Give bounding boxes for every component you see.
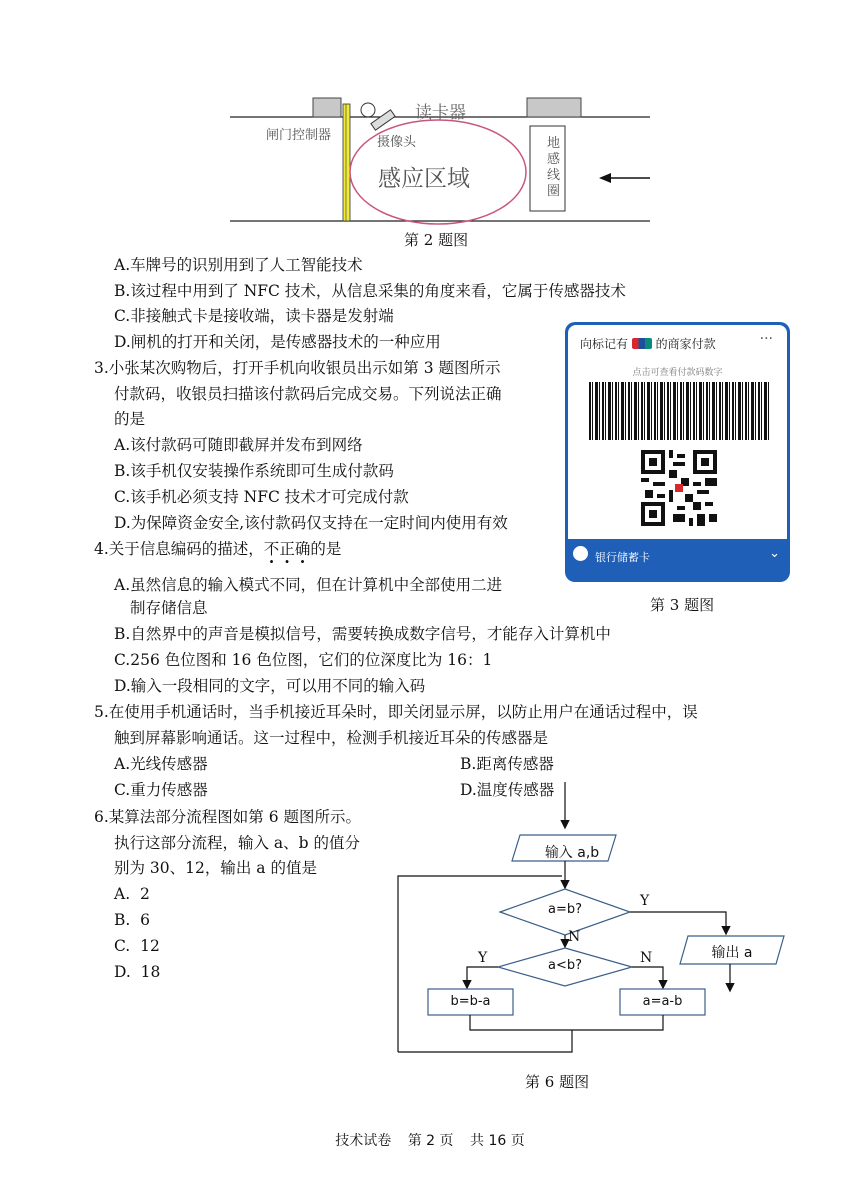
camera-label: 摄像头	[377, 135, 417, 150]
q4-stem: 4.关于信息编码的描述，不正确的是	[94, 540, 342, 558]
q5-option-d: D.温度传感器	[460, 781, 555, 799]
q4-option-d: D.输入一段相同的文字，可以用不同的输入码	[114, 677, 426, 695]
emphasis-char: 正	[279, 540, 295, 558]
footer-total: 共 16 页	[470, 1133, 525, 1149]
q2-option-d: D.闸机的打开和关闭，是传感器技术的一种应用	[114, 333, 441, 351]
emphasis-char: 确	[294, 540, 311, 558]
q4-option-a-line-1: A.虽然信息的输入模式不同，但在计算机中全部使用二进	[114, 576, 503, 594]
ground-loop-label: 地感线圈	[547, 136, 561, 199]
q5-option-b: B.距离传感器	[460, 755, 554, 773]
q5-stem-line-2: 触到屏幕影响通话。这一过程中，检测手机接近耳朵的传感器是	[114, 729, 549, 747]
chevron-down-icon[interactable]: ⌄	[769, 546, 780, 561]
figure-6-flowchart	[390, 780, 800, 1060]
figure-2-caption: 第 2 题图	[404, 231, 469, 249]
footer-page: 第 2 页	[407, 1133, 454, 1149]
q4-option-b: B.自然界中的声音是模拟信号，需要转换成数字信号，才能存入计算机中	[114, 625, 611, 643]
emphasis-char: 不	[263, 540, 280, 558]
fc-input-label: 输入 a,b	[544, 845, 600, 861]
fc-left-process: b=b-a	[450, 994, 491, 1009]
q2-option-b: B.该过程中用到了 NFC 技术，从信息采集的角度来看，它属于传感器技术	[114, 282, 626, 300]
fc-right-process: a=a-b	[642, 994, 683, 1009]
q2-option-a: A.车牌号的识别用到了人工智能技术	[114, 256, 363, 274]
q6-stem-line-1: 6.某算法部分流程图如第 6 题图所示。	[94, 808, 362, 826]
card-title: 向标记有 的商家付款	[580, 337, 716, 351]
q3-option-b: B.该手机仅安装操作系统即可生成付款码	[114, 462, 394, 480]
reader-label: 读卡器	[415, 103, 466, 123]
fc-yes-label-1: Y	[640, 893, 650, 909]
q3-option-a: A.该付款码可随即截屏并发布到网络	[114, 436, 363, 454]
fc-output-label: 输出 a	[711, 945, 753, 961]
footer-subject: 技术试卷	[335, 1133, 392, 1149]
q3-stem-line-3: 的是	[114, 410, 146, 428]
q6-option-b: B. 6	[114, 911, 151, 929]
fc-no-label-2: N	[640, 950, 653, 966]
bank-logo-icon	[573, 546, 588, 561]
payment-code-card	[565, 322, 790, 582]
q3-option-d: D.为保障资金安全,该付款码仅支持在一定时间内使用有效	[114, 514, 508, 532]
q6-option-a: A. 2	[114, 885, 150, 903]
bank-card-label[interactable]: 银行储蓄卡	[595, 551, 650, 564]
q5-stem-line-1: 5.在使用手机通话时，当手机接近耳朵时，即关闭显示屏，以防止用户在通话过程中，误	[94, 703, 698, 721]
q4-option-c: C.256 色位图和 16 色位图，它们的位深度比为 16：1	[114, 651, 493, 669]
barcode	[589, 382, 769, 440]
q3-stem-line-2: 付款码，收银员扫描该付款码后完成交易。下列说法正确	[114, 385, 502, 403]
fc-yes-label-2: Y	[478, 950, 488, 966]
q6-stem-line-2: 执行这部分流程，输入 a、b 的值分	[114, 834, 361, 852]
more-menu-icon[interactable]: ···	[759, 331, 773, 347]
fc-condition-equal: a=b?	[547, 902, 582, 917]
q3-stem-line-1: 3.小张某次购物后，打开手机向收银员出示如第 3 题图所示	[94, 359, 501, 377]
q5-option-c: C.重力传感器	[114, 781, 208, 799]
q6-stem-line-3: 别为 30、12，输出 a 的值是	[114, 859, 317, 877]
gate-controller-label: 闸门控制器	[266, 128, 332, 143]
q3-option-c: C.该手机必须支持 NFC 技术才可完成付款	[114, 488, 409, 506]
q4-option-a-line-2: 制存储信息	[130, 599, 208, 617]
fc-condition-less: a<b?	[547, 958, 582, 973]
payment-code-panel	[568, 325, 787, 539]
page-footer	[0, 1130, 860, 1150]
fc-no-label-1: N	[568, 929, 581, 945]
qr-code	[641, 450, 717, 526]
view-code-digits-hint[interactable]: 点击可查看付款码数字	[632, 368, 723, 378]
q5-option-a: A.光线传感器	[114, 755, 208, 773]
sensing-zone-label: 感应区域	[378, 166, 470, 192]
q6-option-d: D. 18	[114, 963, 161, 981]
figure-6-caption: 第 6 题图	[525, 1073, 590, 1091]
figure-3-caption: 第 3 题图	[650, 596, 715, 614]
q6-option-c: C. 12	[114, 937, 160, 955]
unionpay-logo-icon	[632, 338, 652, 349]
q2-option-c: C.非接触式卡是接收端，读卡器是发射端	[114, 307, 394, 325]
